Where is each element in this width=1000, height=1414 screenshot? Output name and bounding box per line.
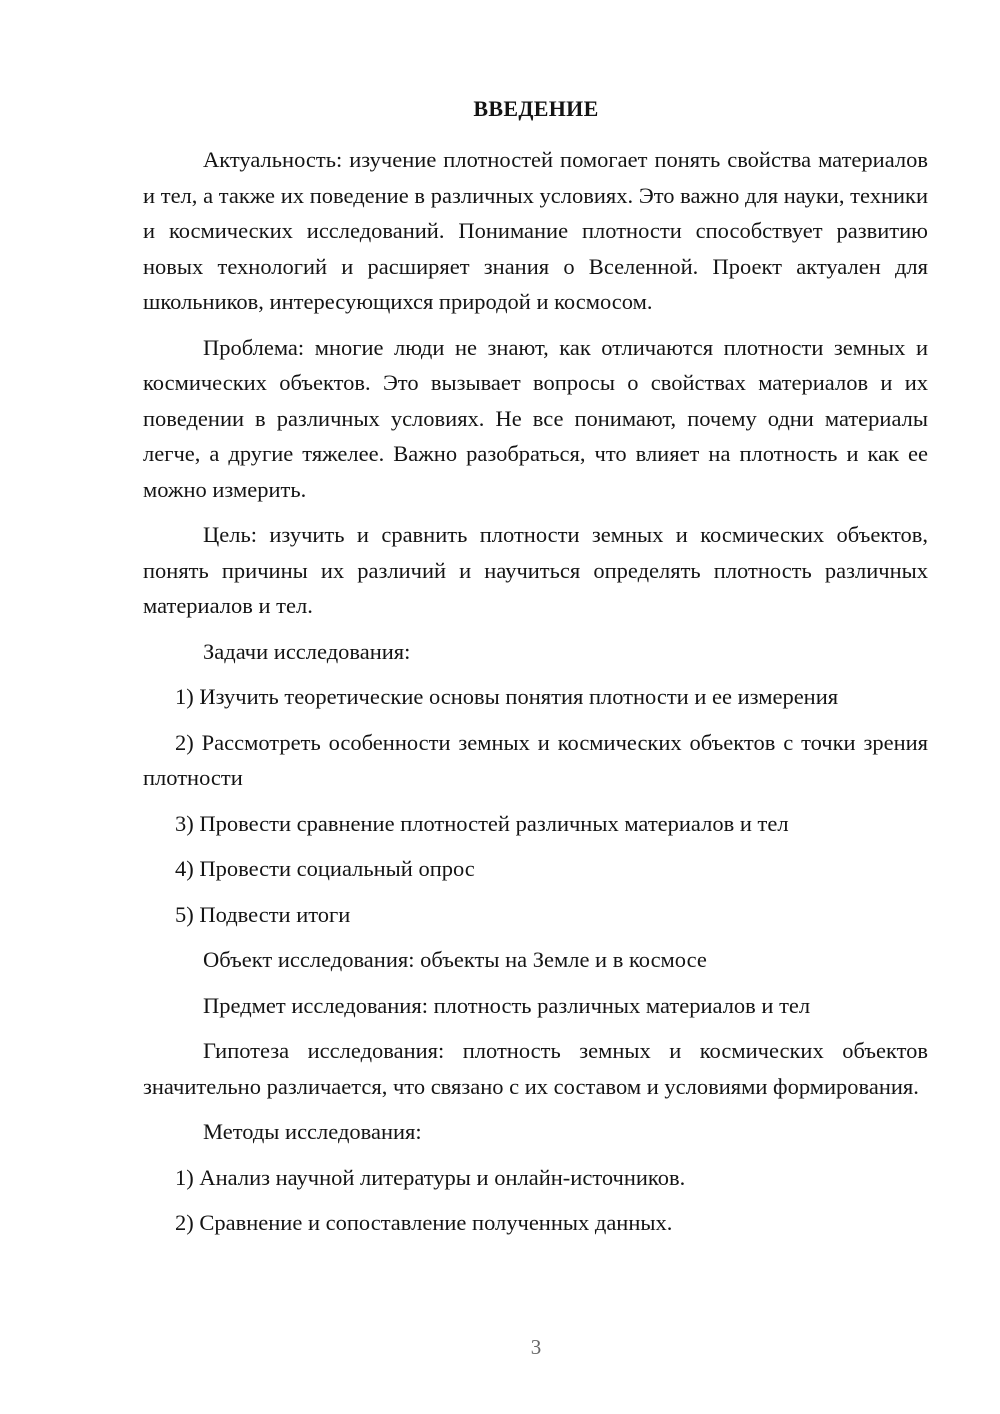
task-item-5: 5) Подвести итоги — [175, 901, 351, 927]
page-title: ВВЕДЕНИЕ — [473, 96, 599, 121]
method-item-1: 1) Анализ научной литературы и онлайн-источников. — [175, 1164, 686, 1190]
task-item-1: 1) Изучить теоретические основы понятия плотности и ее измерения — [175, 684, 839, 709]
tasks-heading: Задачи исследования: — [203, 638, 411, 664]
page-body — [143, 142, 928, 1251]
method-item-2: 2) Сравнение и сопоставление полученных данных. — [175, 1210, 673, 1235]
hypothesis-paragraph: Гипотеза исследования: плотность земных и космических объектов значительно различается, что связано с их составом и условиями формирования. — [143, 1038, 928, 1099]
page-number: 3 — [530, 1335, 542, 1359]
problem-paragraph: Проблема: многие люди не знают, как отличаются плотности земных и космических объектов. Это вызывает вопросы о свойствах материалов и их поведении в различных условиях. Не все понимают, почему одни материалы легче, а другие тяжелее. Важно разобраться, что влияет на плотность и как ее можно измерить. — [143, 334, 928, 502]
goal-paragraph: Цель: изучить и сравнить плотности земных и космических объектов, понять причины их различий и научиться определять плотность различных материалов и тел. — [143, 522, 928, 618]
relevance-paragraph: Актуальность: изучение плотностей помогает понять свойства материалов и тел, а также их поведение в различных условиях. Это важно для науки, техники и космических исследований. Понимание плотности способствует развитию новых технологий и расширяет знания о Вселенной. Проект актуален для школьников, интересующихся природой и космосом. — [143, 147, 928, 314]
task-item-2: 2) Рассмотреть особенности земных и космических объектов с точки зрения плотности — [143, 729, 928, 790]
research-subject: Предмет исследования: плотность различных материалов и тел — [203, 992, 811, 1018]
task-item-4: 4) Провести социальный опрос — [175, 856, 475, 881]
task-item-3: 3) Провести сравнение плотностей различных материалов и тел — [175, 810, 789, 836]
methods-heading: Методы исследования: — [203, 1119, 422, 1144]
research-object: Объект исследования: объекты на Земле и в космосе — [203, 947, 707, 972]
